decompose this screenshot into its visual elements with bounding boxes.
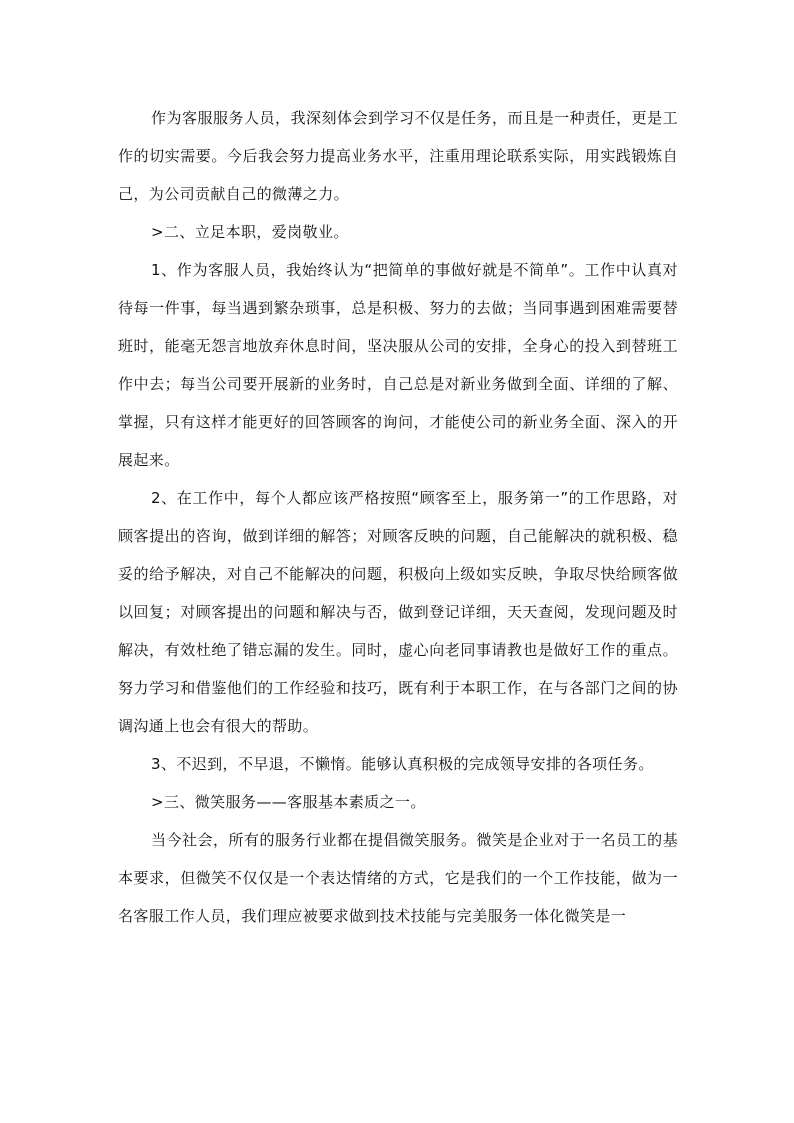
section-heading-3: >三、微笑服务——客服基本素质之一。	[151, 793, 426, 811]
paragraph-item-1: 1、作为客服人员，我始终认为“把简单的事做好就是不简单”。工作中认真对待每一件事，每当遇到繁杂琐事，总是积极、努力的去做；当同事遇到困难需要替班时，能毫无怨言地放弃休息时间，坚决服从公司的安排，全身心的投入到替班工作中去；每当公司要开展新的业务时，自己总是对新业务做到全面、详细的了解、掌握，只有这样才能更好的回答顾客的询问，才能使公司的新业务全面、深入的开展起来。	[118, 261, 678, 469]
paragraph-learning-responsibility: 作为客服服务人员，我深刻体会到学习不仅是任务，而且是一种责任，更是工作的切实需要。今后我会努力提高业务水平，注重用理论联系实际，用实践锻炼自己，为公司贡献自己的微薄之力。	[118, 109, 678, 203]
paragraph-item-2: 2、在工作中，每个人都应该严格按照“顾客至上，服务第一”的工作思路，对顾客提出的咨询，做到详细的解答；对顾客反映的问题，自己能解决的就积极、稳妥的给予解决，对自己不能解决的问题，积极向上级如实反映，争取尽快给顾客做以回复；对顾客提出的问题和解决与否，做到登记详细，天天查阅，发现问题及时解决，有效杜绝了错忘漏的发生。同时，虚心向老同事请教也是做好工作的重点。努力学习和借鉴他们的工作经验和技巧，既有利于本职工作，在与各部门之间的协调沟通上也会有很大的帮助。	[118, 489, 678, 735]
section-heading-2: >二、立足本职，爱岗敬业。	[151, 223, 349, 241]
paragraph-smile-service: 当今社会，所有的服务行业都在提倡微笑服务。微笑是企业对于一名员工的基本要求，但微笑不仅仅是一个表达情绪的方式，它是我们的一个工作技能，做为一名客服工作人员，我们理应被要求做到技术技能与完美服务一体化微笑是一	[118, 831, 678, 925]
paragraph-item-3: 3、不迟到，不早退，不懒惰。能够认真积极的完成领导安排的各项任务。	[151, 755, 654, 773]
document-body	[118, 99, 678, 935]
